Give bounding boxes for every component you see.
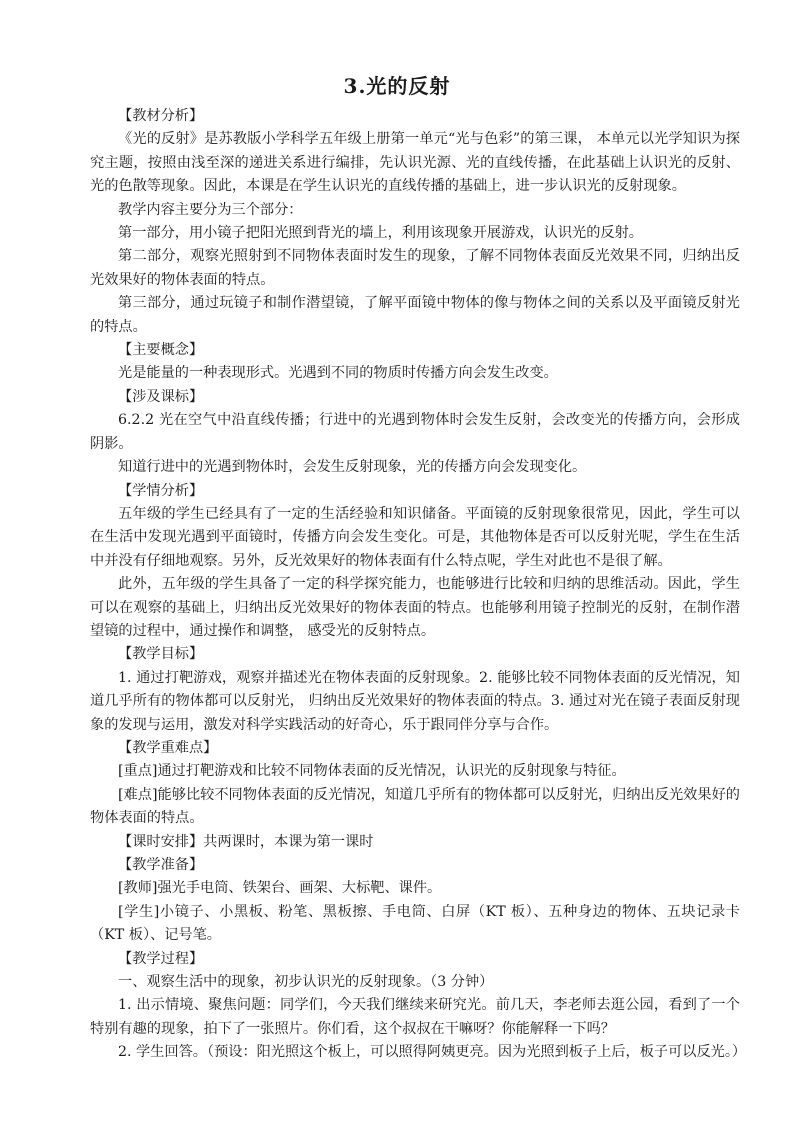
heading-student-analysis: 【学情分析】 (118, 482, 204, 499)
paragraph: [难点]能够比较不同物体表面的反光情况，知道几乎所有的物体都可以反射光，归纳出反光效果好的物体表面的特点。 (90, 786, 740, 827)
heading-main-concepts: 【主要概念】 (118, 342, 204, 359)
paragraph: 1. 通过打靶游戏，观察并描述光在物体表面的反射现象。2. 能够比较不同物体表面的反光情况，知道几乎所有的物体都可以反射光， 归纳出反光效果好的物体表面的特点。3. 通过对光在镜子表面反射现象的发现与运用，激发对科学实践活动的好奇心，乐于跟同伴分享与合作。 (90, 669, 740, 733)
paragraph: 【课时安排】共两课时，本课为第一课时 (118, 833, 374, 850)
paragraph: 6.2.2 光在空气中沿直线传播；行进中的光遇到物体时会发生反射，会改变光的传播方向，会形成阴影。 (90, 412, 740, 452)
paragraph: 此外，五年级的学生具备了一定的科学探究能力，也能够进行比较和归纳的思维活动。因此，学生可以在观察的基础上，归纳出反光效果好的物体表面的特点。也能够利用镜子控制光的反射，在制作潜望镜的过程中，通过操作和调整， 感受光的反射特点。 (90, 576, 740, 639)
paragraph: [学生]小镜子、小黑板、粉笔、黑板擦、手电筒、白屏（KT 板）、五种身边的物体、五块记录卡（KT 板）、记号笔。 (90, 903, 740, 944)
paragraph: 教学内容主要分为三个部分： (118, 201, 303, 218)
paragraph: [重点]通过打靶游戏和比较不同物体表面的反光情况，认识光的反射现象与特征。 (118, 763, 626, 780)
heading-textbook-analysis: 【教材分析】 (118, 108, 204, 124)
heading-teaching-process: 【教学过程】 (118, 950, 204, 967)
heading-teaching-objectives: 【教学目标】 (118, 646, 204, 663)
paragraph: 第一部分，用小镜子把阳光照到背光的墙上，利用该现象开展游戏，认识光的反射。 (118, 225, 643, 242)
document-body (90, 105, 747, 1065)
paragraph: 第三部分，通过玩镜子和制作潜望镜，了解平面镜中物体的像与物体之间的关系以及平面镜反射光的特点。 (90, 295, 740, 335)
paragraph: 知道行进中的光遇到物体时，会发生反射现象，光的传播方向会发现变化。 (118, 459, 587, 476)
heading-teaching-preparation: 【教学准备】 (118, 857, 204, 873)
paragraph: 光是能量的一种表现形式。光遇到不同的物质时传播方向会发生改变。 (118, 365, 558, 382)
document-title: 3.光的反射 (343, 74, 451, 98)
paragraph: 五年级的学生已经具有了一定的生活经验和知识储备。平面镜的反射现象很常见，因此，学生可以在生活中发现光遇到平面镜时，传播方向会发生变化。可是，其他物体是否可以反射光呢，学生在生活中并没有仔细地观察。另外，反光效果好的物体表面有什么特点呢，学生对此也不是很了解。 (90, 505, 740, 569)
paragraph: [教师]强光手电筒、铁架台、画架、大标靶、课件。 (118, 880, 442, 897)
heading-curriculum-standards: 【涉及课标】 (118, 388, 204, 405)
paragraph: 第二部分，观察光照射到不同物体表面时发生的现象，了解不同物体表面反光效果不同，归纳出反光效果好的物体表面的特点。 (90, 248, 740, 288)
paragraph: 1. 出示情境、聚焦问题：同学们，今天我们继续来研究光。前几天，李老师去逛公园，看到了一个特别有趣的现象，拍下了一张照片。你们看，这个叔叔在干嘛呀？你能解释一下吗？ (90, 997, 740, 1037)
paragraph: 《光的反射》是苏教版小学科学五年级上册第一单元“光与色彩”的第三课， 本单元以光学知识为探究主题，按照由浅至深的递进关系进行编排，先认识光源、光的直线传播，在此基础上认识光的反射、光的色散等现象。因此，本课是在学生认识光的直线传播的基础上，进一步认识光的反射现象。 (90, 131, 740, 195)
paragraph: 一、观察生活中的现象，初步认识光的反射现象。（3 分钟） (118, 974, 494, 991)
heading-key-difficult-points: 【教学重难点】 (118, 739, 218, 756)
paragraph: 2. 学生回答。（预设：阳光照这个板上，可以照得阿姨更亮。因为光照到板子上后，板子可以反光。） (118, 1044, 747, 1061)
